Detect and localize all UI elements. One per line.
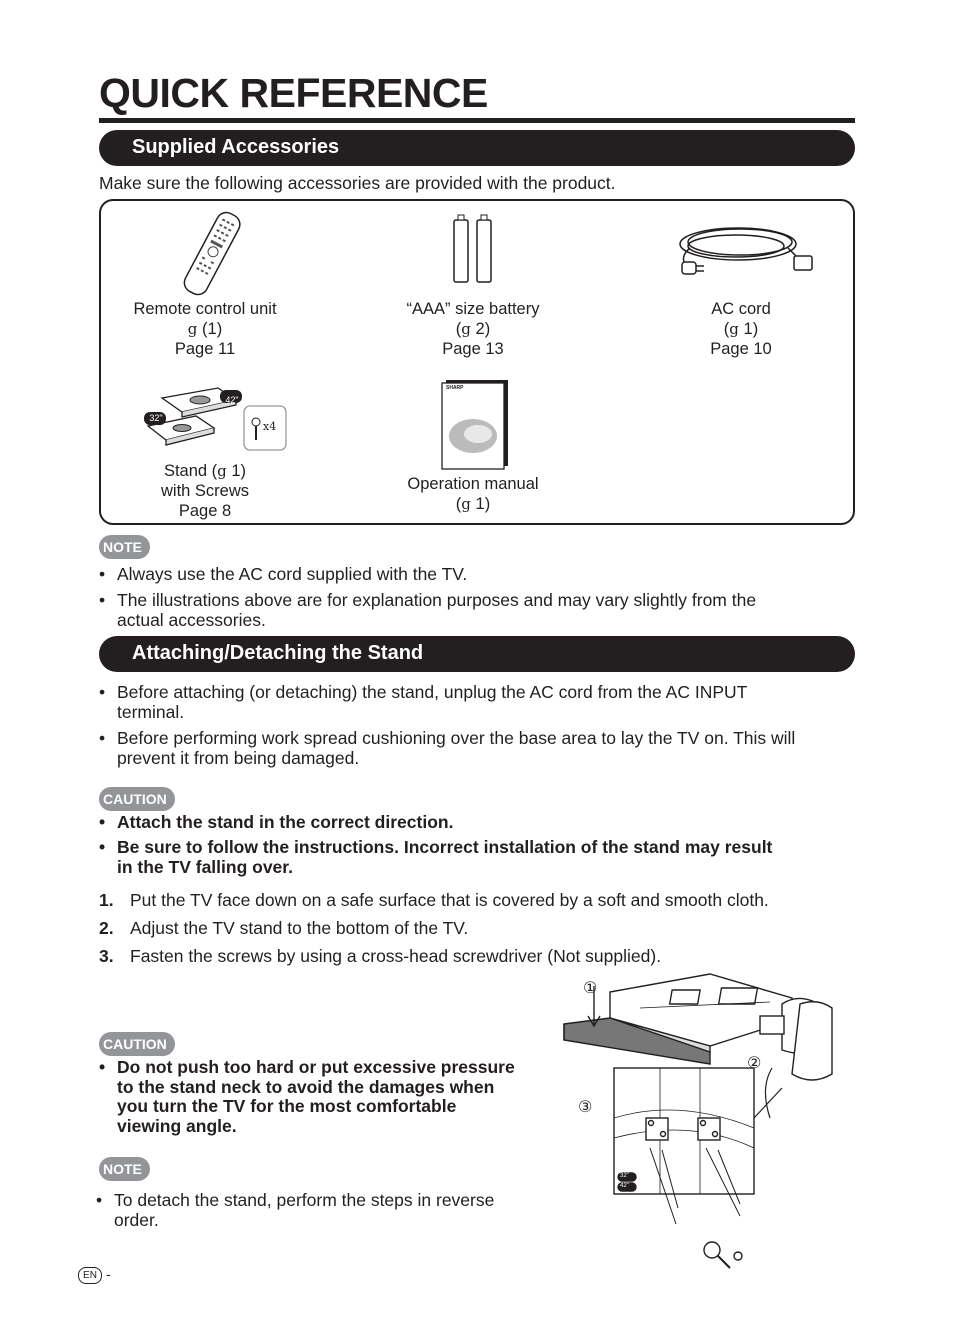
note-badge: NOTE — [99, 535, 150, 559]
remote-control-illustration — [172, 208, 254, 300]
caption-name: Remote control unit — [133, 300, 277, 318]
battery-illustration — [450, 212, 500, 284]
section-heading: Supplied Accessories — [132, 136, 340, 158]
detail-size-42: 42" — [620, 1183, 629, 1189]
caution-badge: CAUTION — [99, 787, 175, 811]
ac-cord-illustration — [668, 214, 818, 280]
caution-item: • Do not push too hard or put excessive pressure to the stand neck to avoid the damages when you turn the TV for the most comfortable viewing angle. — [99, 1057, 515, 1136]
caption-qty: 2 — [475, 320, 485, 338]
caption-name: “AAA” size battery — [406, 300, 540, 318]
caution-badge: CAUTION — [99, 1032, 175, 1056]
caption-remote: Remote control unit g (1) Page 11 — [95, 299, 315, 359]
caption-name: Operation manual — [407, 475, 539, 493]
manual-illustration — [440, 378, 510, 470]
list-item: • Before performing work spread cushioning over the base area to lay the TV on. This will prevent it from being damaged. — [99, 728, 796, 768]
page-title: QUICK REFERENCE — [99, 70, 488, 116]
stand-size-42: 42" — [225, 395, 239, 405]
list-item: • Before attaching (or detaching) the stand, unplug the AC cord from the AC INPUT terminal. — [99, 682, 748, 722]
section-header-attaching-stand — [99, 636, 855, 672]
caption-name: AC cord — [711, 300, 771, 318]
callout-2: ② — [747, 1053, 762, 1072]
caption-stand: Stand (g 1) with Screws Page 8 — [95, 461, 315, 521]
caption-page: Page 10 — [710, 340, 772, 358]
caption-qty: 1) — [231, 462, 247, 480]
caption-page: Page 8 — [178, 502, 232, 520]
detail-size-32: 32" — [620, 1173, 629, 1179]
caption-page: Page 11 — [174, 340, 236, 358]
caption-battery: “AAA” size battery (g 2) Page 13 — [363, 299, 583, 359]
page-number: - — [106, 1266, 111, 1282]
caption-qty: 1 — [743, 320, 753, 338]
intro-text: Make sure the following accessories are provided with the product. — [99, 173, 616, 193]
caption-qty: 1 — [207, 320, 217, 338]
caption-ac-cord: AC cord (g 1) Page 10 — [631, 299, 851, 359]
section-header-supplied-accessories — [99, 130, 855, 166]
stand-attachment-diagram — [560, 968, 845, 1278]
stand-size-32: 32" — [149, 413, 163, 423]
title-rule — [99, 118, 855, 123]
caption-page: Page 13 — [442, 340, 504, 358]
note-item: • To detach the stand, perform the steps in reverse order. — [96, 1190, 495, 1230]
caution-item: • Be sure to follow the instructions. Incorrect installation of the stand may result in the TV falling over. — [99, 837, 773, 877]
caption-manual: Operation manual (g 1) — [363, 474, 583, 514]
note-badge: NOTE — [99, 1157, 150, 1181]
callout-3: ③ — [578, 1097, 593, 1116]
note-item-cont: actual accessories. — [117, 610, 266, 630]
caption-name2: with Screws — [160, 482, 250, 500]
caption-qty: 1 — [475, 495, 485, 513]
section-heading: Attaching/Detaching the Stand — [132, 642, 424, 664]
callout-1: ① — [583, 978, 598, 997]
screw-count: x4 — [263, 420, 277, 433]
language-badge: EN — [78, 1267, 102, 1284]
manual-brand: SHARP — [446, 385, 464, 391]
